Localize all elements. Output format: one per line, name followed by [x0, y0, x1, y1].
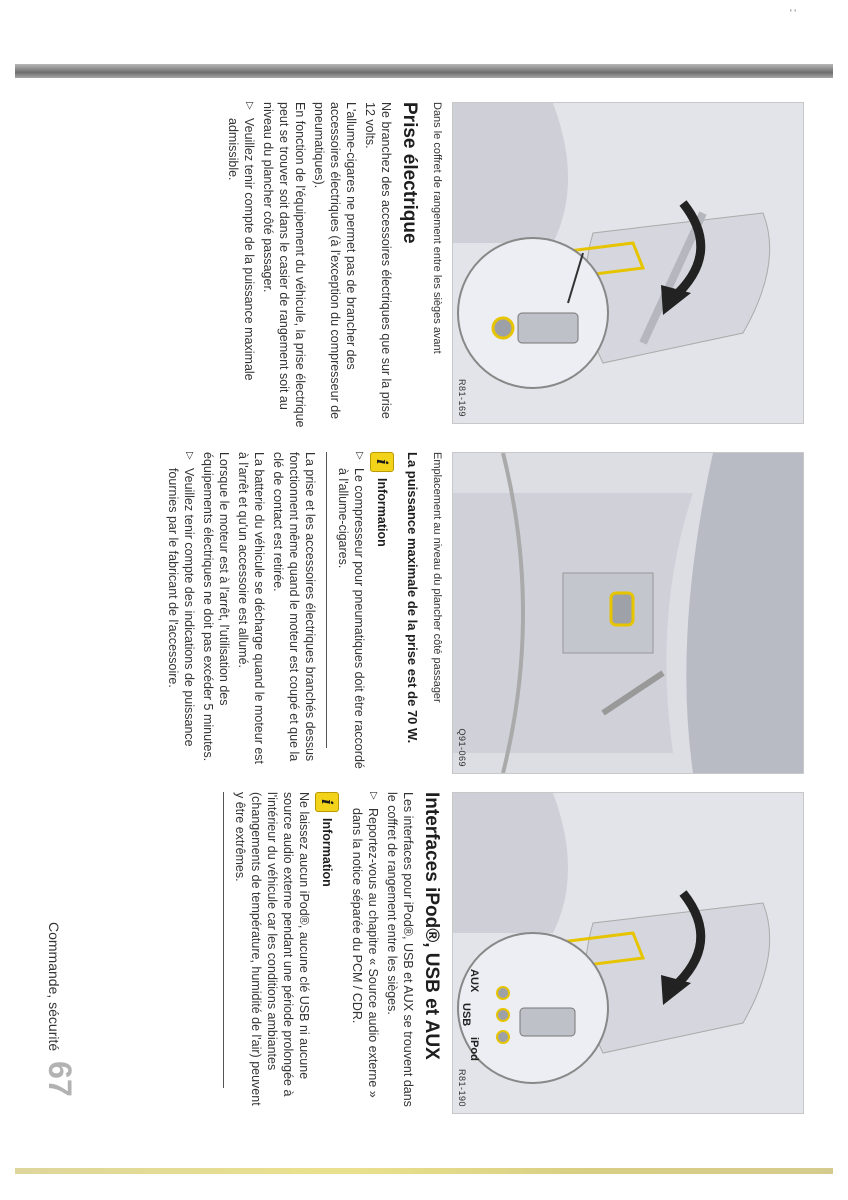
info-text: Ne laissez aucun iPod®, aucune clé USB ni aucune source audio externe pendant une période prolongée à l'intérieur du véhicule car les conditions ambiantes (changements de température, humidité de l'air) peuvent y être extrêmes.: [233, 792, 311, 1106]
triangle-bullet-icon: ▷: [368, 792, 379, 800]
info-title: Information: [320, 818, 334, 887]
figure-reference: R81-169: [457, 378, 467, 417]
figure-floor-socket: [452, 452, 804, 774]
info-icon: i: [315, 792, 339, 812]
top-mark: ' ': [790, 8, 796, 18]
paragraph: La prise et les accessoires électriques branchés dessus fonctionnent même quand le moteur est coupé et que la clé de contact est retirée.: [271, 452, 317, 762]
info-icon: i: [370, 452, 394, 472]
bullet-text: Reportez-vous au chapitre « Source audio externe » dans la notice séparée du PCM / CDR.: [350, 808, 380, 1098]
bottom-rule: [15, 1168, 833, 1174]
paragraph: La batterie du véhicule se décharge quand le moteur est à l'arrêt et qu'un accessoire est allumé.: [236, 452, 266, 765]
callout-aux: AUX: [468, 969, 480, 993]
paragraph: L'allume-cigares ne permet pas de brancher des accessoires électriques (à l'exception du compresseur de pneumatiques).: [312, 102, 358, 420]
figure-reference: Q91-069: [457, 728, 467, 767]
console-illustration: [453, 103, 803, 423]
column-prise: [222, 102, 804, 432]
figure-console-storage: [452, 102, 804, 424]
page-footer: [41, 922, 78, 1097]
figure-reference: R81-190: [457, 1068, 467, 1107]
interfaces-illustration: [453, 793, 803, 1113]
column-puissance: [162, 452, 804, 772]
triangle-bullet-icon: ▷: [244, 102, 255, 110]
paragraph: Les interfaces pour iPod®, USB et AUX se trouvent dans le coffret de rangement entre les sièges.: [385, 792, 415, 1107]
footer-section: Commande, sécurité: [46, 922, 62, 1052]
instruction-bullet: [225, 102, 257, 432]
info-header: [315, 792, 339, 1112]
figure-caption: Dans le coffret de rangement entre les sièges avant: [431, 102, 443, 354]
subheading: La puissance maximale de la prise est de 70 W.: [405, 452, 420, 744]
triangle-bullet-icon: ▷: [354, 452, 365, 460]
paragraph: Lorsque le moteur est à l'arrêt, l'utilisation des équipements électriques ne doit pas excéder 5 minutes.: [201, 452, 231, 762]
info-bullet: [335, 452, 367, 772]
rotated-page: [44, 102, 804, 1142]
info-header: [370, 452, 394, 772]
paragraph: Ne branchez des accessoires électriques que sur la prise 12 volts.: [363, 102, 393, 419]
top-band: [15, 64, 833, 78]
section-heading: Prise électrique: [399, 102, 420, 244]
bullet-text: Veuillez tenir compte de la puissance maximale admissible.: [226, 118, 256, 381]
instruction-bullet: [165, 452, 197, 772]
floor-illustration: [453, 453, 803, 773]
section-heading: Interfaces iPod®, USB et AUX: [421, 792, 442, 1060]
figure-caption: Emplacement au niveau du plancher côté passager: [431, 452, 443, 703]
bullet-text: Veuillez tenir compte des indications de puissance fournies par le fabricant de l'accessoire.: [166, 468, 196, 747]
page-number: 67: [42, 1061, 78, 1097]
divider: [223, 792, 224, 1088]
info-title: Information: [375, 478, 389, 547]
column-interfaces: [215, 792, 804, 1112]
callout-ipod: iPod: [468, 1037, 480, 1061]
bullet-text: Le compresseur pour pneumatiques doit être raccordé à l'allume-cigares.: [336, 468, 366, 769]
triangle-bullet-icon: ▷: [184, 452, 195, 460]
divider: [326, 452, 327, 748]
instruction-bullet: [349, 792, 381, 1112]
paragraph: En fonction de l'équipement du véhicule, la prise électrique peut se trouver soit dans le casier de rangement soit au niveau du plancher côté passager.: [261, 102, 307, 428]
callout-usb: USB: [460, 1003, 472, 1027]
figure-interfaces: [452, 792, 804, 1114]
